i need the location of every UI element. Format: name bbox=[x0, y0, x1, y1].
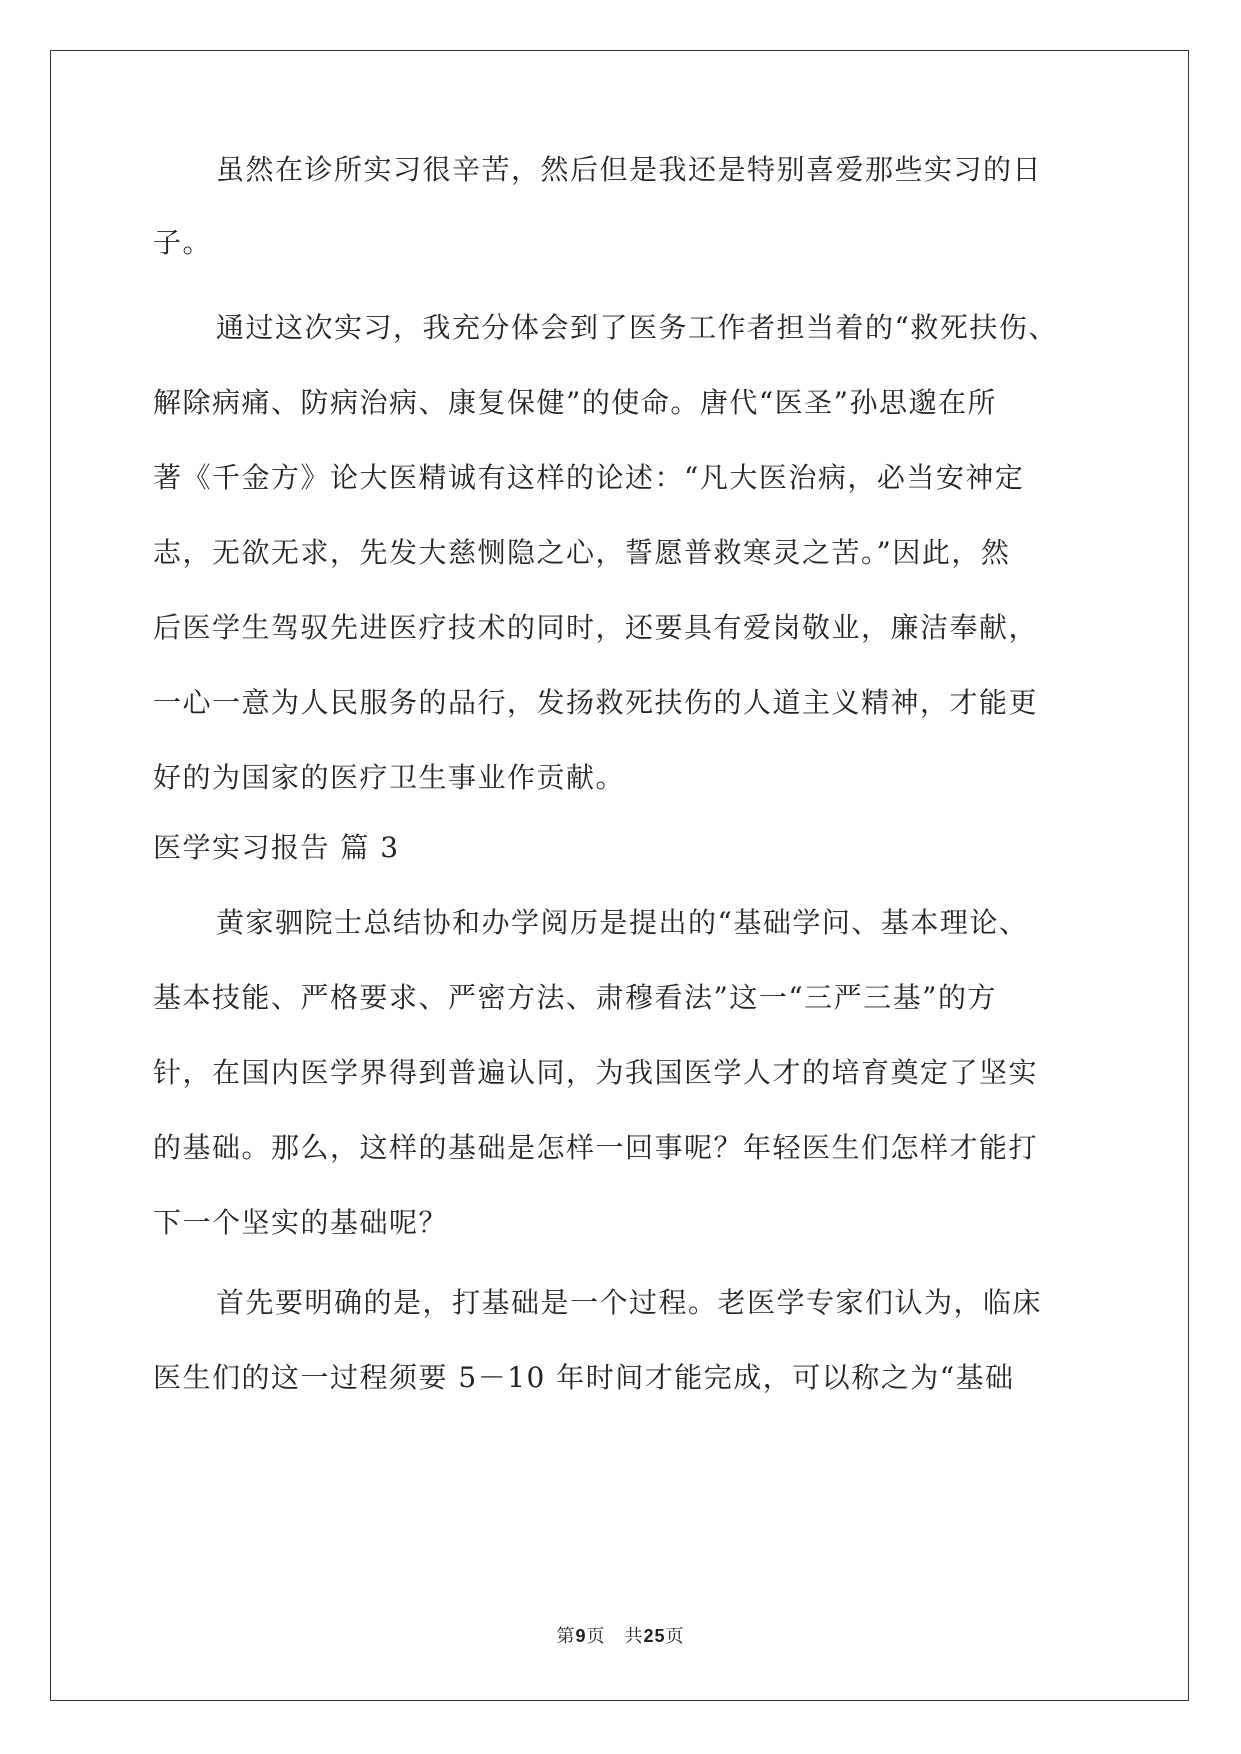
section-heading: 医学实习报告 篇 3 bbox=[153, 831, 400, 864]
text-line: 一心一意为人民服务的品行，发扬救死扶伤的人道主义精神，才能更 bbox=[153, 686, 1039, 719]
text-line: 黄家驷院士总结协和办学阅历是提出的“基础学问、基本理论、 bbox=[216, 906, 1029, 939]
footer-suffix: 页 bbox=[665, 1626, 685, 1647]
footer-mid: 页 共 bbox=[586, 1626, 644, 1647]
page-border bbox=[50, 50, 1189, 1701]
text-line: 好的为国家的医疗卫生事业作贡献。 bbox=[153, 761, 626, 794]
text-line: 志，无欲无求，先发大慈恻隐之心，誓愿普救寒灵之苦。”因此，然 bbox=[153, 536, 1011, 569]
text-line: 通过这次实习，我充分体会到了医务工作者担当着的“救死扶伤、 bbox=[216, 311, 1058, 344]
text-line: 基本技能、严格要求、严密方法、肃穆看法”这一“三严三基”的方 bbox=[153, 981, 997, 1014]
total-pages: 25 bbox=[643, 1626, 666, 1646]
text-line: 解除病痛、防病治病、康复保健”的使命。唐代“医圣”孙思邈在所 bbox=[153, 386, 997, 419]
text-line: 子。 bbox=[153, 226, 213, 259]
footer-prefix: 第 bbox=[556, 1626, 576, 1647]
text-line: 虽然在诊所实习很辛苦，然后但是我还是特别喜爱那些实习的日 bbox=[216, 153, 1043, 186]
page-number: 9 bbox=[575, 1626, 587, 1646]
text-line: 下一个坚实的基础呢？ bbox=[153, 1206, 449, 1239]
text-line: 针，在国内医学界得到普遍认同，为我国医学人才的培育奠定了坚实 bbox=[153, 1056, 1039, 1089]
page-footer bbox=[0, 1622, 1241, 1648]
text-line: 的基础。那么，这样的基础是怎样一回事呢？年轻医生们怎样才能打 bbox=[153, 1131, 1039, 1164]
text-line: 医生们的这一过程须要 5－10 年时间才能完成，可以称之为“基础 bbox=[153, 1361, 1015, 1394]
text-line: 后医学生驾驭先进医疗技术的同时，还要具有爱岗敬业，廉洁奉献， bbox=[153, 611, 1039, 644]
text-line: 著《千金方》论大医精诚有这样的论述：“凡大医治病，必当安神定 bbox=[153, 461, 1025, 494]
text-line: 首先要明确的是，打基础是一个过程。老医学专家们认为，临床 bbox=[216, 1286, 1043, 1319]
